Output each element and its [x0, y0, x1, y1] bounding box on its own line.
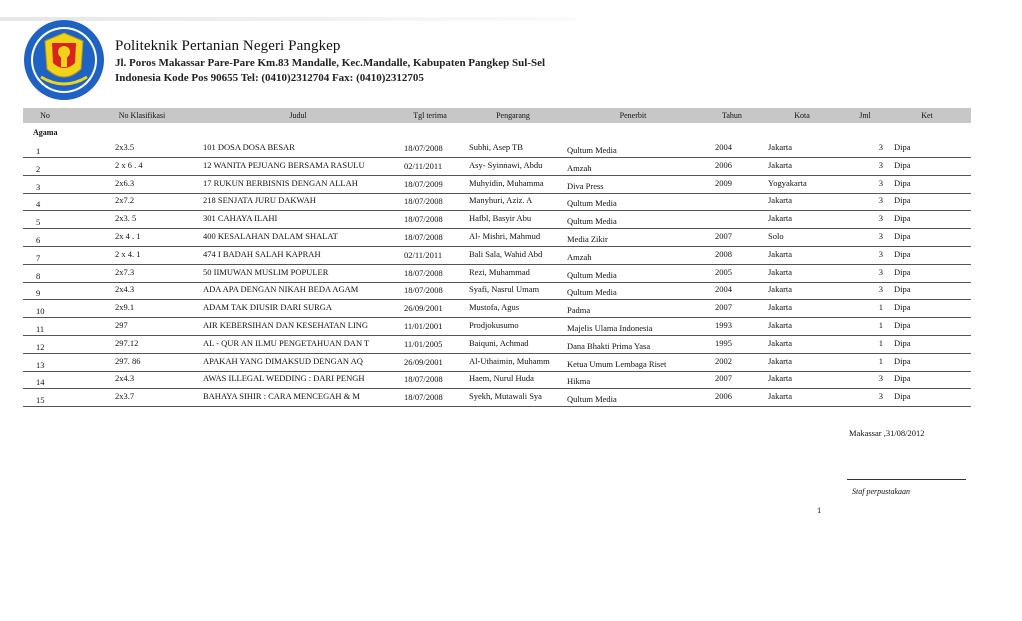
row-ket: Dipa: [894, 231, 911, 241]
row-judul: 50 IIMUWAN MUSLIM POPULER: [203, 266, 329, 277]
row-penerbit: Qultum Media: [567, 269, 617, 280]
row-judul: 17 RUKUN BERBISNIS DENGAN ALLAH: [203, 177, 358, 188]
row-klasifikasi: 297: [115, 320, 128, 330]
row-tahun: 2006: [715, 159, 732, 170]
row-no: 4: [36, 199, 41, 210]
row-penerbit: Qultum Media: [567, 198, 617, 209]
row-no: 1: [36, 146, 41, 156]
row-jml: 3: [878, 373, 883, 384]
table-row: [23, 353, 971, 372]
row-pengarang: Baiquni, Achmad: [469, 337, 529, 348]
row-klasifikasi: 2x7.3: [115, 266, 135, 277]
row-kota: Jakarta: [768, 284, 793, 295]
row-penerbit: Ketua Umum Lembaga Riset: [567, 358, 667, 369]
row-no: 6: [36, 235, 41, 245]
staff-label: Staf perpustakaan: [852, 487, 910, 496]
row-ket: Dipa: [894, 373, 911, 384]
row-penerbit: Hikma: [567, 376, 591, 387]
row-judul: 301 CAHAYA ILAHI: [203, 213, 278, 224]
institution-logo: [23, 19, 105, 101]
row-judul: 218 SENJATA JURU DAKWAH: [203, 195, 316, 206]
row-tgl-terima: 18/07/2008: [404, 392, 443, 403]
row-tgl-terima: 11/01/2005: [404, 338, 443, 349]
row-pengarang: Rezi, Muhammad: [469, 266, 530, 277]
row-penerbit: Dana Bhakti Prima Yasa: [567, 340, 651, 351]
row-judul: AWAS ILLEGAL WEDDING : DARI PENGH: [203, 373, 365, 384]
row-tgl-terima: 18/07/2009: [404, 178, 443, 189]
row-klasifikasi: 297. 86: [115, 355, 141, 366]
row-tgl-terima: 18/07/2008: [404, 232, 443, 242]
row-judul: 12 WANITA PEJUANG BERSAMA RASULU: [203, 159, 365, 170]
row-jml: 3: [878, 213, 883, 224]
row-no: 13: [36, 359, 45, 370]
row-penerbit: Diva Press: [567, 180, 604, 191]
row-tgl-terima: 11/01/2001: [404, 321, 443, 331]
row-tahun: 2007: [715, 373, 732, 384]
table-row: [23, 210, 971, 229]
row-jml: 3: [878, 195, 883, 206]
row-judul: ADAM TAK DIUSIR DARI SURGA: [203, 302, 333, 313]
row-jml: 3: [878, 231, 883, 241]
row-jml: 1: [878, 302, 883, 313]
col-penerbit: Penerbit: [619, 111, 647, 120]
row-ket: Dipa: [894, 177, 911, 188]
row-no: 9: [36, 288, 41, 299]
col-tahun: Tahun: [722, 111, 742, 120]
row-tahun: 2007: [715, 231, 732, 241]
col-pengarang: Pengarang: [496, 111, 530, 120]
row-ket: Dipa: [894, 248, 911, 259]
row-kota: Jakarta: [768, 248, 793, 259]
row-tahun: 2008: [715, 248, 732, 259]
col-kota: Kota: [794, 111, 810, 120]
row-no: 7: [36, 252, 41, 263]
address-line-2: Indonesia Kode Pos 90655 Tel: (0410)2312704 Fax: (0410)2312705: [115, 72, 424, 84]
col-judul: Judul: [289, 111, 307, 120]
row-tahun: 1993: [715, 320, 732, 330]
table-row: [23, 157, 971, 176]
row-judul: ADA APA DENGAN NIKAH BEDA AGAM: [203, 284, 359, 295]
row-klasifikasi: 2x4.3: [115, 373, 135, 384]
row-tahun: 2002: [715, 355, 732, 366]
row-klasifikasi: 2x3. 5: [115, 213, 137, 224]
row-no: 8: [36, 270, 41, 281]
row-jml: 1: [878, 355, 883, 366]
table-row: [23, 317, 971, 336]
row-tahun: 2004: [715, 284, 732, 295]
row-kota: Jakarta: [768, 142, 793, 152]
row-pengarang: Muhyidin, Muhamma: [469, 177, 544, 188]
row-ket: Dipa: [894, 284, 911, 295]
col-klasifikasi: No Klasifikasi: [118, 111, 166, 120]
row-tahun: 1995: [715, 337, 732, 348]
row-pengarang: Syafi, Nasrul Umam: [469, 284, 540, 295]
row-judul: 474 I BADAH SALAH KAPRAH: [203, 248, 321, 259]
row-ket: Dipa: [894, 391, 911, 402]
signature-line: [847, 479, 966, 480]
row-penerbit: Media Zikir: [567, 234, 608, 244]
row-tgl-terima: 02/11/2011: [404, 160, 443, 171]
row-penerbit: Qultum Media: [567, 287, 617, 298]
row-pengarang: Al- Mishri, Mahmud: [469, 231, 541, 241]
row-pengarang: Prodjokusumo: [469, 320, 519, 330]
row-no: 12: [36, 341, 45, 352]
row-ket: Dipa: [894, 195, 911, 206]
row-judul: 101 DOSA DOSA BESAR: [203, 142, 295, 152]
row-pengarang: Subhi, Asep TB: [469, 142, 523, 152]
row-tahun: 2005: [715, 266, 732, 277]
row-no: 14: [36, 377, 45, 388]
table-row: [23, 299, 971, 318]
row-penerbit: Amzah: [567, 162, 592, 173]
table-row: [23, 335, 971, 354]
table-row: [23, 139, 971, 158]
group-label: Agama: [33, 128, 58, 137]
row-ket: Dipa: [894, 159, 911, 170]
row-tahun: 2006: [715, 391, 732, 402]
institution-name: Politeknik Pertanian Negeri Pangkep: [115, 38, 341, 54]
row-kota: Solo: [768, 231, 784, 241]
row-kota: Jakarta: [768, 355, 793, 366]
table-row: [23, 281, 971, 300]
row-no: 2: [36, 163, 41, 174]
row-pengarang: Mustofa, Agus: [469, 302, 520, 313]
row-klasifikasi: 2x7.2: [115, 195, 135, 206]
table-row: [23, 228, 971, 247]
row-ket: Dipa: [894, 355, 911, 366]
row-tgl-terima: 26/09/2001: [404, 356, 443, 367]
row-pengarang: Syekh, Mutawali Sya: [469, 391, 542, 402]
row-no: 15: [36, 395, 45, 406]
row-klasifikasi: 2x3.5: [115, 142, 135, 152]
row-kota: Jakarta: [768, 195, 793, 206]
row-no: 11: [36, 324, 45, 334]
row-jml: 1: [878, 337, 883, 348]
row-kota: Jakarta: [768, 302, 793, 313]
row-klasifikasi: 2x6.3: [115, 177, 135, 188]
row-kota: Jakarta: [768, 320, 793, 330]
row-ket: Dipa: [894, 266, 911, 277]
row-kota: Jakarta: [768, 391, 793, 402]
row-ket: Dipa: [894, 302, 911, 313]
row-tahun: 2004: [715, 142, 732, 152]
row-tahun: 2007: [715, 302, 732, 313]
row-kota: Jakarta: [768, 213, 793, 224]
row-kota: Jakarta: [768, 373, 793, 384]
row-ket: Dipa: [894, 213, 911, 224]
row-penerbit: Majelis Ulama Indonesia: [567, 323, 653, 333]
row-judul: APAKAH YANG DIMAKSUD DENGAN AQ: [203, 355, 363, 366]
row-tgl-terima: 18/07/2008: [404, 196, 443, 207]
row-kota: Jakarta: [768, 337, 793, 348]
row-ket: Dipa: [894, 337, 911, 348]
row-pengarang: Asy- Syinnawi, Abdu: [469, 159, 543, 170]
row-judul: AIR KEBERSIHAN DAN KESEHATAN LING: [203, 320, 369, 330]
table-row: [23, 175, 971, 194]
row-penerbit: Qultum Media: [567, 216, 617, 227]
row-klasifikasi: 2x3.7: [115, 391, 135, 402]
table-header: [23, 108, 971, 123]
table-row: [23, 264, 971, 283]
row-jml: 3: [878, 142, 883, 152]
row-penerbit: Amzah: [567, 251, 592, 262]
col-ket: Ket: [921, 111, 933, 120]
row-klasifikasi: 2x 4 . 1: [115, 231, 141, 241]
row-ket: Dipa: [894, 320, 911, 330]
row-klasifikasi: 2 x 6 . 4: [115, 159, 143, 170]
row-klasifikasi: 2x4.3: [115, 284, 135, 295]
row-klasifikasi: 297.12: [115, 337, 139, 348]
row-tgl-terima: 18/07/2008: [404, 214, 443, 225]
row-pengarang: Hafbl, Basyir Abu: [469, 213, 532, 224]
row-kota: Yogyakarta: [768, 177, 807, 188]
row-judul: AL - QUR AN ILMU PENGETAHUAN DAN T: [203, 337, 370, 348]
page-number: 1: [817, 505, 822, 515]
address-line-1: Jl. Poros Makassar Pare-Pare Km.83 Mandalle, Kec.Mandalle, Kabupaten Pangkep Sul-Sel: [115, 57, 546, 69]
row-penerbit: Padma: [567, 305, 591, 316]
row-kota: Jakarta: [768, 159, 793, 170]
row-tgl-terima: 02/11/2011: [404, 249, 443, 260]
row-tgl-terima: 18/07/2008: [404, 267, 443, 278]
row-jml: 3: [878, 177, 883, 188]
row-jml: 3: [878, 391, 883, 402]
row-tahun: 2009: [715, 177, 732, 188]
row-tgl-terima: 18/07/2008: [404, 374, 443, 385]
row-pengarang: Al-Uthaimin, Muhamm: [469, 355, 550, 366]
row-pengarang: Bali Sala, Wahid Abd: [469, 248, 543, 259]
table-row: [23, 388, 971, 407]
letterhead: [115, 36, 545, 86]
row-tgl-terima: 26/09/2001: [404, 303, 443, 314]
row-jml: 3: [878, 159, 883, 170]
row-pengarang: Manyhuri, Aziz. A: [469, 195, 533, 206]
row-kota: Jakarta: [768, 266, 793, 277]
row-jml: 3: [878, 248, 883, 259]
col-jml: Jml: [859, 111, 871, 120]
table-row: [23, 192, 971, 211]
row-tgl-terima: 18/07/2008: [404, 143, 443, 153]
row-jml: 3: [878, 266, 883, 277]
row-jml: 1: [878, 320, 883, 330]
row-judul: BAHAYA SIHIR : CARA MENCEGAH & M: [203, 391, 360, 402]
table-row: [23, 370, 971, 389]
row-jml: 3: [878, 284, 883, 295]
row-penerbit: Qultum Media: [567, 145, 617, 155]
row-no: 3: [36, 181, 41, 192]
row-ket: Dipa: [894, 142, 911, 152]
row-penerbit: Qultum Media: [567, 394, 617, 405]
row-judul: 400 KESALAHAN DALAM SHALAT: [203, 231, 338, 241]
row-klasifikasi: 2x9.1: [115, 302, 135, 313]
row-klasifikasi: 2 x 4. 1: [115, 248, 141, 259]
col-no: No: [40, 111, 50, 120]
col-tgl-terima: Tgl terima: [413, 111, 447, 120]
row-pengarang: Haem, Nurul Huda: [469, 373, 534, 384]
row-tgl-terima: 18/07/2008: [404, 285, 443, 296]
table-row: [23, 246, 971, 265]
row-no: 5: [36, 217, 41, 228]
row-no: 10: [36, 306, 45, 317]
place-date: Makassar ,31/08/2012: [849, 428, 925, 438]
